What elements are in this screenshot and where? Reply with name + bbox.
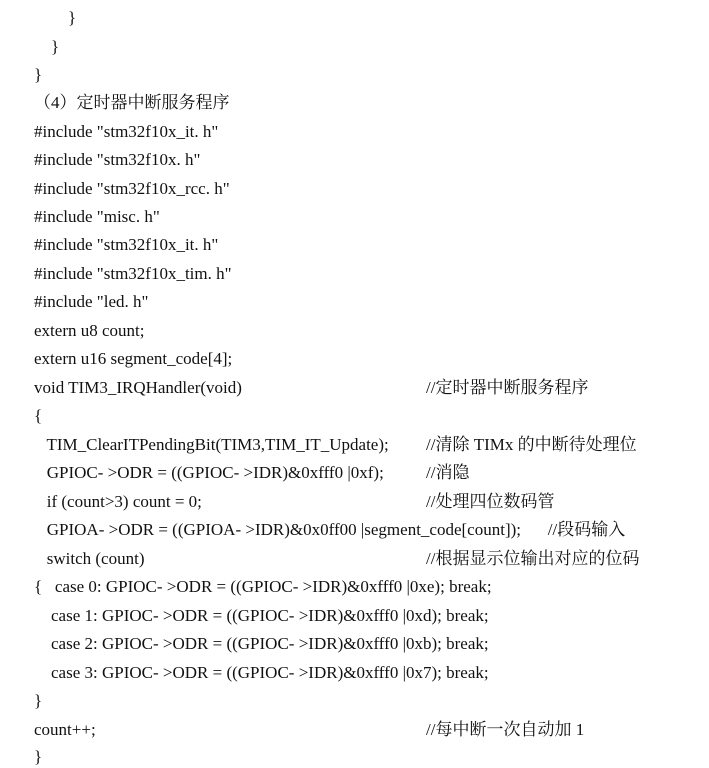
code-comment: //根据显示位输出对应的位码 bbox=[426, 549, 640, 568]
code-line: extern u8 count; bbox=[34, 321, 145, 340]
code-comment: //定时器中断服务程序 bbox=[426, 378, 589, 397]
code-line: case 1: GPIOC- >ODR = ((GPIOC- >IDR)&0xfff0 |0xd); break; bbox=[34, 606, 489, 625]
code-line: } bbox=[34, 8, 77, 27]
code-line: case 3: GPIOC- >ODR = ((GPIOC- >IDR)&0xfff0 |0x7); break; bbox=[34, 663, 489, 682]
code-line: #include "led. h" bbox=[34, 292, 149, 311]
code-line: extern u16 segment_code[4]; bbox=[34, 349, 233, 368]
code-comment: //段码输入 bbox=[535, 520, 626, 539]
code-line: #include "stm32f10x. h" bbox=[34, 150, 201, 169]
section-heading: （4）定时器中断服务程序 bbox=[34, 93, 230, 112]
code-line: switch (count) bbox=[34, 549, 145, 568]
code-line: #include "stm32f10x_it. h" bbox=[34, 235, 219, 254]
code-line: #include "misc. h" bbox=[34, 207, 160, 226]
code-line: TIM_ClearITPendingBit(TIM3,TIM_IT_Update); bbox=[34, 435, 389, 454]
code-line: count++; bbox=[34, 720, 96, 739]
code-line: { bbox=[34, 406, 43, 425]
code-comment: //每中断一次自动加 1 bbox=[426, 720, 585, 739]
code-line: #include "stm32f10x_tim. h" bbox=[34, 264, 232, 283]
code-line: } bbox=[34, 747, 43, 766]
code-line: #include "stm32f10x_rcc. h" bbox=[34, 179, 230, 198]
code-line: } bbox=[34, 691, 43, 710]
code-line: if (count>3) count = 0; bbox=[34, 492, 202, 511]
code-line: } bbox=[34, 65, 43, 84]
code-line: { case 0: GPIOC- >ODR = ((GPIOC- >IDR)&0xfff0 |0xe); break; bbox=[34, 577, 492, 596]
code-line: GPIOC- >ODR = ((GPIOC- >IDR)&0xfff0 |0xf); bbox=[34, 463, 384, 482]
code-line: #include "stm32f10x_it. h" bbox=[34, 122, 219, 141]
code-line: case 2: GPIOC- >ODR = ((GPIOC- >IDR)&0xfff0 |0xb); break; bbox=[34, 634, 489, 653]
code-line: void TIM3_IRQHandler(void) bbox=[34, 378, 242, 397]
code-comment: //消隐 bbox=[426, 463, 470, 482]
code-comment: //处理四位数码管 bbox=[426, 492, 555, 511]
code-comment: //清除 TIMx 的中断待处理位 bbox=[426, 435, 637, 454]
code-line: } bbox=[34, 37, 60, 56]
code-line: GPIOA- >ODR = ((GPIOA- >IDR)&0x0ff00 |segment_code[count]); bbox=[34, 520, 521, 539]
